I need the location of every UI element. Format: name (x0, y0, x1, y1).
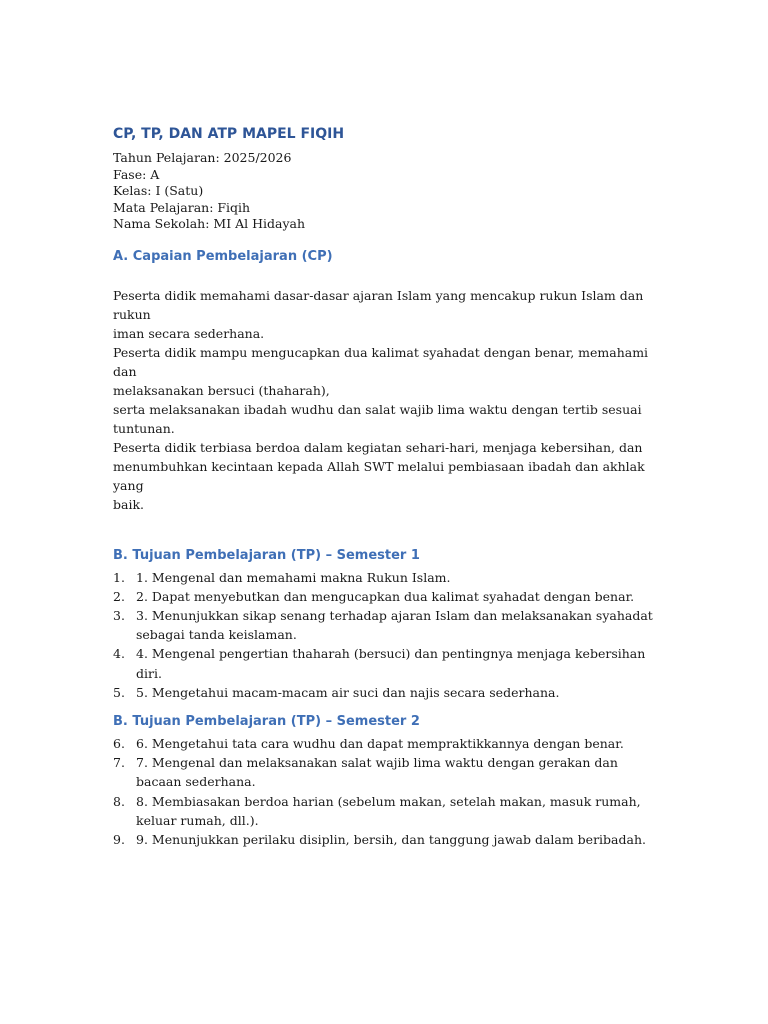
document-title: CP, TP, DAN ATP MAPEL FIQIH (113, 126, 345, 142)
heading-tujuan-semester-2: B. Tujuan Pembelajaran (TP) – Semester 2 (113, 713, 420, 729)
list-text: 2. Dapat menyebutkan dan mengucapkan dua kalimat syahadat dengan benar. (136, 588, 635, 604)
list-number: 8. (113, 793, 125, 809)
list-text: 6. Mengetahui tata cara wudhu dan dapat mempraktikkannya dengan benar. (136, 735, 624, 751)
list-number: 2. (113, 588, 125, 604)
meta-class: Kelas: I (Satu) (113, 183, 204, 198)
list-text: 8. Membiasakan berdoa harian (sebelum makan, setelah makan, masuk rumah, keluar rumah, dll.). (136, 793, 641, 828)
list-item (113, 587, 653, 606)
list-text: 7. Mengenal dan melaksanakan salat wajib lima waktu dengan gerakan dan bacaan sederhana. (136, 755, 618, 790)
cp-line: iman secara sederhana. (113, 325, 265, 341)
list-number: 1. (113, 569, 125, 585)
meta-school-name: Nama Sekolah: MI Al Hidayah (113, 216, 306, 231)
cp-line: menumbuhkan kecintaan kepada Allah SWT melalui pembiasaan ibadah dan akhlak yang (113, 458, 645, 493)
list-item (113, 830, 653, 849)
cp-line: Peserta didik terbiasa berdoa dalam kegiatan sehari-hari, menjaga kebersihan, dan (113, 439, 643, 455)
meta-school-year: Tahun Pelajaran: 2025/2026 (113, 150, 292, 165)
list-text: 4. Mengenal pengertian thaharah (bersuci) dan pentingnya menjaga kebersihan diri. (136, 646, 646, 681)
list-item (113, 792, 653, 830)
list-number: 6. (113, 735, 125, 751)
list-item (113, 753, 653, 791)
cp-line: Peserta didik memahami dasar-dasar ajaran Islam yang mencakup rukun Islam dan rukun (113, 287, 644, 322)
list-text: 9. Menunjukkan perilaku disiplin, bersih, dan tanggung jawab dalam beribadah. (136, 831, 646, 847)
list-text: 3. Menunjukkan sikap senang terhadap ajaran Islam dan melaksanakan syahadat sebagai tanda keislaman. (136, 607, 653, 643)
list-item (113, 644, 653, 682)
list-number: 3. (113, 607, 125, 623)
cp-line: tuntunan. (113, 420, 175, 436)
list-item (113, 568, 653, 587)
list-number: 4. (113, 646, 125, 662)
cp-line: serta melaksanakan ibadah wudhu dan salat wajib lima waktu dengan tertib sesuai (113, 401, 642, 417)
list-item (113, 606, 653, 644)
heading-capaian-pembelajaran: A. Capaian Pembelajaran (CP) (113, 248, 333, 264)
tp-semester-2-list (113, 734, 653, 849)
cp-paragraphs (113, 286, 653, 514)
list-text: 1. Mengenal dan memahami makna Rukun Islam. (136, 569, 451, 585)
tp-semester-1-list (113, 568, 653, 702)
list-item (113, 734, 653, 753)
cp-line: melaksanakan bersuci (thaharah), (113, 382, 330, 398)
cp-line: Peserta didik mampu mengucapkan dua kalimat syahadat dengan benar, memahami dan (113, 344, 649, 379)
meta-subject: Mata Pelajaran: Fiqih (113, 199, 251, 215)
list-number: 5. (113, 684, 125, 700)
list-number: 7. (113, 755, 125, 771)
document-page (113, 124, 653, 849)
cp-line: baik. (113, 496, 144, 512)
list-item (113, 683, 653, 702)
list-number: 9. (113, 831, 125, 847)
meta-phase: Fase: A (113, 166, 160, 182)
heading-tujuan-semester-1: B. Tujuan Pembelajaran (TP) – Semester 1 (113, 547, 420, 563)
list-text: 5. Mengetahui macam-macam air suci dan najis secara sederhana. (136, 684, 560, 700)
document-meta (113, 150, 653, 233)
